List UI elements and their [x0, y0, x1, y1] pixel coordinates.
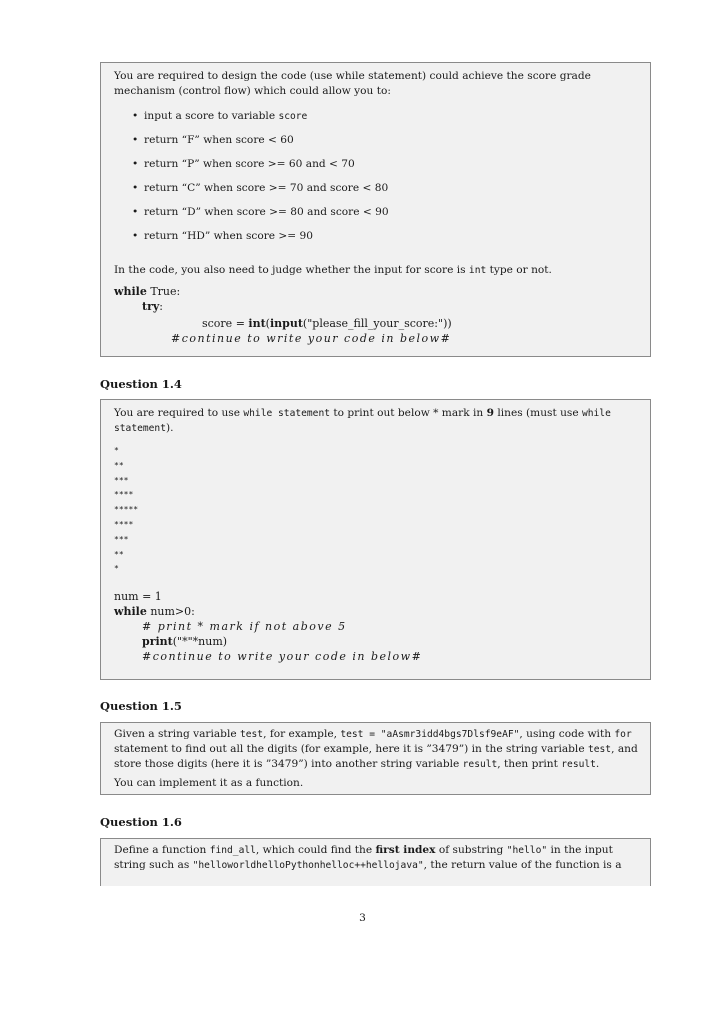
question-1-6-heading: Question 1.6 [100, 815, 182, 829]
code-line: while True: [114, 285, 181, 298]
star-line: ***** [114, 505, 139, 515]
q16-text: Define a function find_all, which could find the first index of substring "hello" in the input string such as "helloworldhelloPythonhelloc++hellojava", the return value of the function is a [114, 844, 622, 871]
q13-intro: You are required to design the code (use while statement) could achieve the score grade mechanism (control flow) which could allow you to: [114, 70, 591, 97]
list-item: • return “D” when score >= 80 and score < 90 [132, 206, 389, 218]
code-comment: #continue to write your code in below# [171, 332, 452, 345]
question-1-4-box [100, 399, 651, 680]
star-line: *** [114, 534, 129, 544]
q15-note: You can implement it as a function. [114, 777, 304, 789]
question-1-5-heading: Question 1.5 [100, 699, 182, 713]
q14-intro: You are required to use while statement to print out below * mark in 9 lines (must use while statement). [114, 407, 611, 434]
question-1-4-heading: Question 1.4 [100, 377, 182, 391]
code-line: try: [142, 300, 163, 313]
code-line: while num>0: [114, 605, 195, 619]
question-1-5-box [100, 722, 651, 795]
code-line: num = 1 [114, 590, 162, 604]
list-item: • input a score to variable score [132, 110, 308, 122]
star-line: *** [114, 475, 129, 485]
star-line: * [114, 564, 119, 574]
question-1-3-box [100, 62, 651, 357]
code-comment: #continue to write your code in below# [142, 650, 423, 664]
list-item: • return “C” when score >= 70 and score < 80 [132, 182, 389, 194]
star-line: ** [114, 460, 124, 470]
star-line: **** [114, 490, 134, 500]
star-line: * [114, 446, 119, 455]
code-line: print("*"*num) [142, 635, 228, 649]
q13-bullet-list [114, 109, 638, 253]
code-comment: # print * mark if not above 5 [142, 620, 347, 634]
star-line: ** [114, 549, 124, 559]
list-item: • return “HD” when score >= 90 [132, 230, 313, 242]
page-number: 3 [359, 912, 366, 924]
code-line: score = int(input("please_fill_your_score:")) [202, 317, 452, 330]
q15-text: Given a string variable test, for example, test = "aAsmr3idd4bgs7Dlsf9eAF", using code with for statement to find out all the digits (for example, here it is ”3479”) in the string variable test, and store those digits (here it is ”3479”) into another string variable result, then print result. [114, 728, 638, 770]
list-item: • return “P” when score >= 60 and < 70 [132, 158, 355, 170]
q14-code-block [114, 589, 638, 664]
list-item: • return “F” when score < 60 [132, 134, 294, 146]
q14-star-pattern [114, 444, 638, 577]
question-1-6-box [100, 838, 651, 886]
q13-note: In the code, you also need to judge whether the input for score is int type or not. [114, 264, 552, 276]
q13-code-block [114, 284, 638, 346]
star-line: **** [114, 519, 134, 529]
